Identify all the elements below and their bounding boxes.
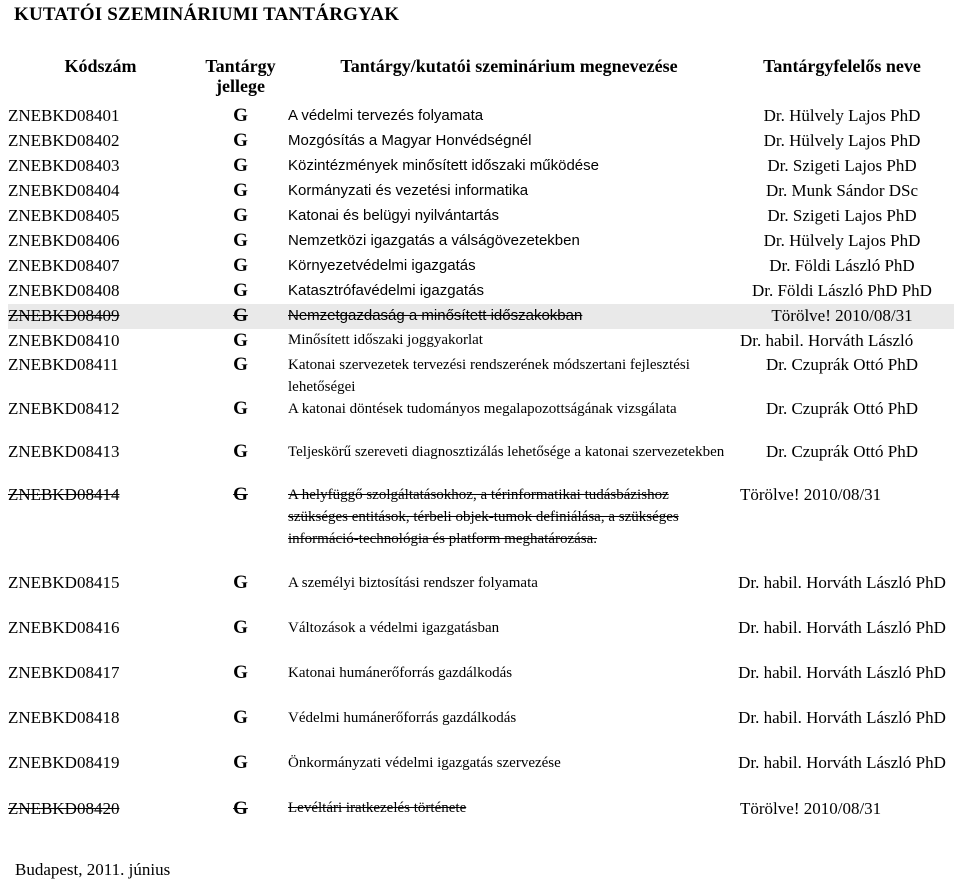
course-responsible: Dr. Hülvely Lajos PhD	[763, 131, 921, 150]
course-type: G	[233, 484, 248, 505]
course-responsible: Dr. Földi László PhD PhD	[752, 281, 932, 300]
course-code: ZNEBKD08415	[8, 573, 120, 592]
course-name: Változások a védelmi igazgatásban	[288, 620, 500, 636]
course-name: Levéltári iratkezelés története	[288, 800, 467, 816]
course-responsible: Dr. Hülvely Lajos PhD	[763, 231, 921, 250]
table-header-row	[8, 48, 954, 104]
course-name: A katonai döntések tudományos megalapozottságának vizsgálata	[288, 401, 677, 417]
course-table	[8, 48, 954, 822]
course-responsible: Dr. Czuprák Ottó PhD	[765, 355, 919, 374]
course-code: ZNEBKD08416	[8, 618, 120, 637]
course-code: ZNEBKD08414	[8, 485, 120, 504]
course-type: G	[233, 255, 248, 276]
course-responsible: Dr. Czuprák Ottó PhD	[765, 442, 919, 461]
course-name: Katonai humánerőforrás gazdálkodás	[288, 665, 513, 681]
course-name: Önkormányzati védelmi igazgatás szervezése	[288, 755, 561, 771]
header-name: Tantárgy/kutatói szeminárium megnevezése	[340, 56, 678, 76]
table-row	[8, 572, 954, 617]
course-responsible: Dr. Szigeti Lajos PhD	[767, 206, 917, 225]
course-type: G	[233, 354, 248, 375]
course-code: ZNEBKD08404	[8, 181, 120, 200]
course-type: G	[233, 707, 248, 728]
table-row	[8, 484, 954, 572]
table-row	[8, 441, 954, 484]
table-row	[8, 707, 954, 752]
course-type: G	[233, 205, 248, 226]
course-name: A helyfüggő szolgáltatásokhoz, a térinformatikai tudásbázishoz szükséges entitások, térbeli objek-tumok definiálása, a szükséges információ-technológia és platform meghatározása.	[288, 487, 679, 547]
table-row	[8, 304, 954, 329]
course-type: G	[233, 798, 248, 819]
header-code: Kódszám	[64, 56, 137, 76]
course-type: G	[233, 280, 248, 301]
course-code: ZNEBKD08410	[8, 331, 120, 350]
course-type: G	[233, 330, 248, 351]
header-type: Tantárgy jellege	[205, 56, 276, 96]
table-row	[8, 179, 954, 204]
course-code: ZNEBKD08401	[8, 106, 120, 125]
table-row	[8, 254, 954, 279]
course-responsible: Törölve! 2010/08/31	[740, 485, 882, 504]
course-name: A személyi biztosítási rendszer folyamata	[288, 575, 538, 591]
course-code: ZNEBKD08402	[8, 131, 120, 150]
course-responsible: Dr. habil. Horváth László PhD	[738, 753, 946, 772]
course-responsible: Dr. Földi László PhD	[769, 256, 915, 275]
course-name: Védelmi humánerőforrás gazdálkodás	[288, 710, 517, 726]
course-type: G	[233, 105, 248, 126]
table-row	[8, 154, 954, 179]
course-name: Mozgósítás a Magyar Honvédségnél	[288, 132, 532, 149]
table-row	[8, 129, 954, 154]
course-name: Teljeskörű szereveti diagnosztizálás lehetősége a katonai szervezetekben	[288, 444, 725, 460]
table-row	[8, 617, 954, 662]
course-name: Nemzetközi igazgatás a válságövezetekben	[288, 232, 580, 249]
course-code: ZNEBKD08413	[8, 442, 120, 461]
course-code: ZNEBKD08420	[8, 799, 120, 818]
course-responsible: Dr. habil. Horváth László PhD	[738, 573, 946, 592]
course-name: A védelmi tervezés folyamata	[288, 107, 484, 124]
course-type: G	[193, 304, 288, 329]
course-name: Közintézmények minősített időszaki működése	[288, 157, 599, 174]
course-code: ZNEBKD08405	[8, 206, 120, 225]
table-row	[8, 662, 954, 707]
course-responsible: Dr. Szigeti Lajos PhD	[767, 156, 917, 175]
course-name: Nemzetgazdaság a minősített időszakokban	[288, 304, 730, 329]
header-responsible: Tantárgyfelelős neve	[763, 56, 921, 76]
course-code: ZNEBKD08409	[8, 304, 193, 329]
course-responsible: Dr. Hülvely Lajos PhD	[763, 106, 921, 125]
course-type: G	[233, 441, 248, 462]
course-name: Katonai szervezetek tervezési rendszerének módszertani fejlesztési lehetőségei	[288, 357, 690, 395]
course-type: G	[233, 662, 248, 683]
course-code: ZNEBKD08417	[8, 663, 120, 682]
course-name: Katasztrófavédelmi igazgatás	[288, 282, 484, 299]
course-responsible: Dr. habil. Horváth László PhD	[738, 618, 946, 637]
course-code: ZNEBKD08403	[8, 156, 120, 175]
course-code: ZNEBKD08418	[8, 708, 120, 727]
course-responsible: Dr. Czuprák Ottó PhD	[765, 399, 919, 418]
course-name: Kormányzati és vezetési informatika	[288, 182, 529, 199]
course-type: G	[233, 572, 248, 593]
course-responsible: Dr. habil. Horváth László	[740, 331, 914, 350]
course-name: Katonai és belügyi nyilvántartás	[288, 207, 499, 224]
course-type: G	[233, 230, 248, 251]
course-responsible: Dr. habil. Horváth László PhD	[738, 708, 946, 727]
course-code: ZNEBKD08406	[8, 231, 120, 250]
course-type: G	[233, 398, 248, 419]
table-row	[8, 752, 954, 797]
table-row	[8, 279, 954, 304]
table-row	[8, 354, 954, 398]
course-type: G	[233, 155, 248, 176]
course-type: G	[233, 130, 248, 151]
table-row	[8, 329, 954, 354]
course-code: ZNEBKD08412	[8, 399, 120, 418]
course-code: ZNEBKD08411	[8, 355, 119, 374]
course-responsible: Törölve! 2010/08/31	[740, 799, 882, 818]
course-code: ZNEBKD08419	[8, 753, 120, 772]
table-row	[8, 204, 954, 229]
table-row	[8, 797, 954, 822]
table-row	[8, 104, 954, 129]
course-responsible: Dr. habil. Horváth László PhD	[738, 663, 946, 682]
course-type: G	[233, 180, 248, 201]
course-responsible: Dr. Munk Sándor DSc	[765, 181, 919, 200]
footer-place-date: Budapest, 2011. június	[15, 860, 171, 879]
page-heading: KUTATÓI SZEMINÁRIUMI TANTÁRGYAK	[14, 4, 400, 25]
course-code: ZNEBKD08407	[8, 256, 120, 275]
course-type: G	[233, 617, 248, 638]
course-name: Minősített időszaki joggyakorlat	[288, 332, 483, 348]
course-code: ZNEBKD08408	[8, 281, 120, 300]
course-responsible: Törölve! 2010/08/31	[730, 304, 954, 329]
course-name: Környezetvédelmi igazgatás	[288, 257, 476, 274]
table-row	[8, 229, 954, 254]
course-type: G	[233, 752, 248, 773]
table-row	[8, 398, 954, 441]
